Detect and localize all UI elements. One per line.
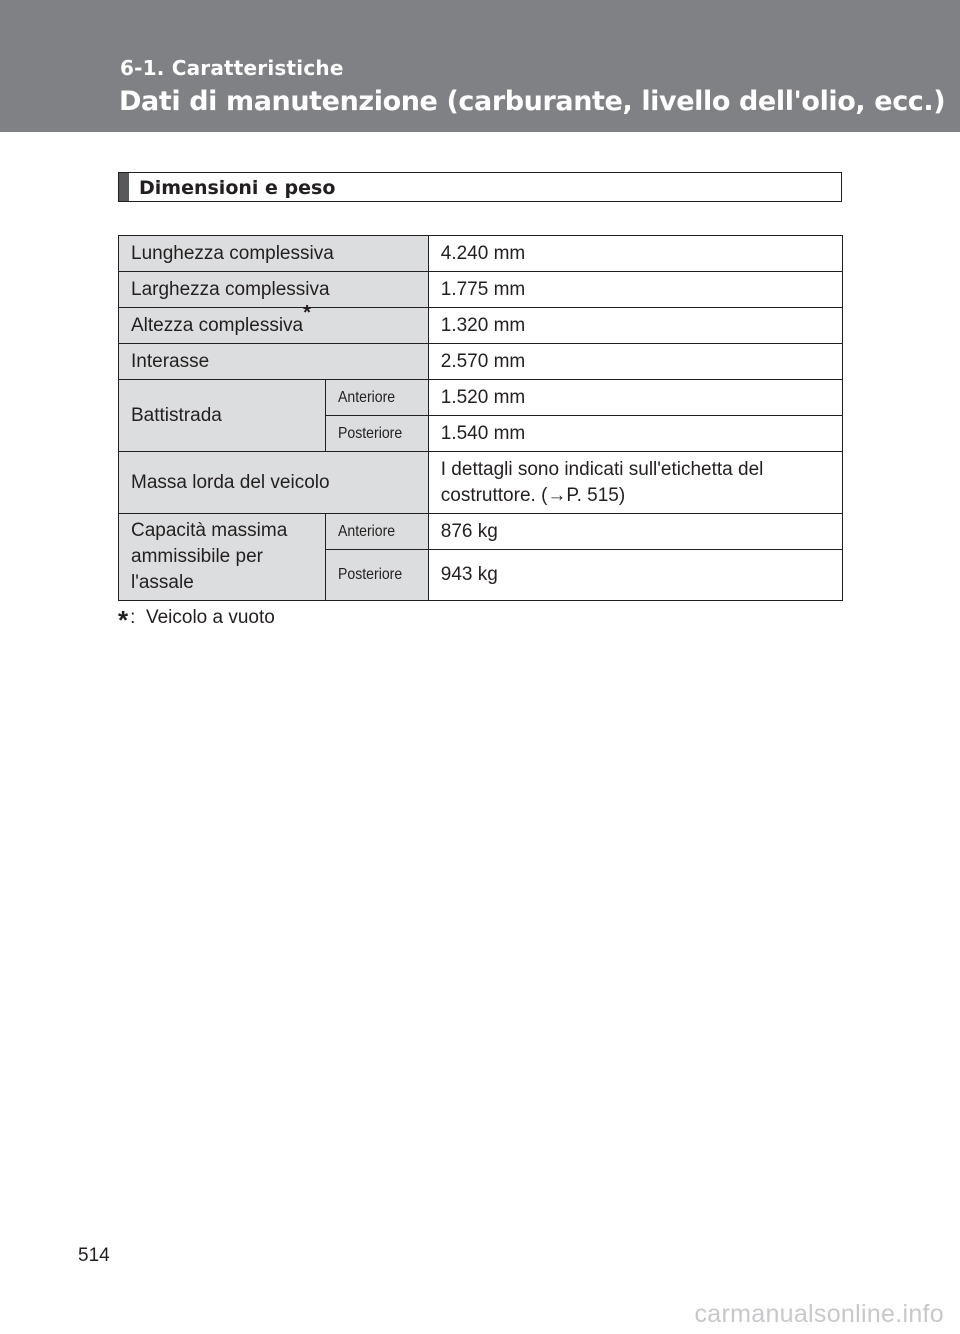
sub-label: Posteriore <box>337 424 402 442</box>
footnote-marker: * <box>118 605 129 635</box>
footnote-text: : Veicolo a vuoto <box>130 607 275 628</box>
row-value: 1.320 mm <box>428 308 842 344</box>
row-value: 876 kg <box>428 514 842 550</box>
table-row <box>119 236 843 272</box>
subsection-heading <box>118 172 842 202</box>
row-label: Massa lorda del veicolo <box>119 452 429 514</box>
row-label: Larghezza complessiva <box>119 272 429 308</box>
row-value: 943 kg <box>428 550 842 601</box>
footnote <box>118 605 275 636</box>
row-label-line: l'assale <box>131 572 194 593</box>
table-row <box>119 452 843 514</box>
subsection-title: Dimensioni e peso <box>139 177 336 199</box>
row-value: 1.520 mm <box>428 380 842 416</box>
table-row <box>119 308 843 344</box>
sub-label-cell <box>325 380 428 416</box>
row-label: Battistrada <box>119 380 326 452</box>
row-label: Altezza complessiva <box>131 314 304 336</box>
chapter-header <box>0 0 960 132</box>
footnote-marker: * <box>303 302 311 325</box>
sub-label: Posteriore <box>337 566 402 583</box>
page-number: 514 <box>78 1245 110 1266</box>
row-label: Lunghezza complessiva <box>119 236 429 272</box>
row-label-line: ammissibile per <box>131 546 263 567</box>
row-value-line: I dettagli sono indicati sull'etichetta del <box>440 458 764 480</box>
row-value: 1.775 mm <box>428 272 842 308</box>
row-value: 2.570 mm <box>428 344 842 380</box>
sub-label-cell <box>325 514 428 550</box>
table-row <box>119 514 843 550</box>
table-row <box>119 380 843 416</box>
section-label: 6-1. Caratteristiche <box>120 56 344 80</box>
dimensions-table <box>118 235 843 601</box>
row-value-cell <box>428 452 842 514</box>
table-row <box>119 344 843 380</box>
page-title: Dati di manutenzione (carburante, livello dell'olio, ecc.) <box>119 86 946 117</box>
row-value: 4.240 mm <box>428 236 842 272</box>
row-label-cell <box>119 302 429 344</box>
sub-label-cell <box>325 550 428 601</box>
table-row <box>119 272 843 308</box>
sub-label-cell <box>325 416 428 452</box>
watermark-text: carmanualsonline.info <box>694 1300 944 1328</box>
row-label-cell <box>119 514 326 601</box>
row-value: 1.540 mm <box>428 416 842 452</box>
row-value-line: costruttore. (→P. 515) <box>440 484 626 506</box>
row-label: Interasse <box>119 344 429 380</box>
subsection-heading-bar <box>119 173 129 201</box>
sub-label: Anteriore <box>337 388 395 406</box>
row-label-line: Capacità massima <box>131 520 288 541</box>
sub-label: Anteriore <box>337 522 395 540</box>
